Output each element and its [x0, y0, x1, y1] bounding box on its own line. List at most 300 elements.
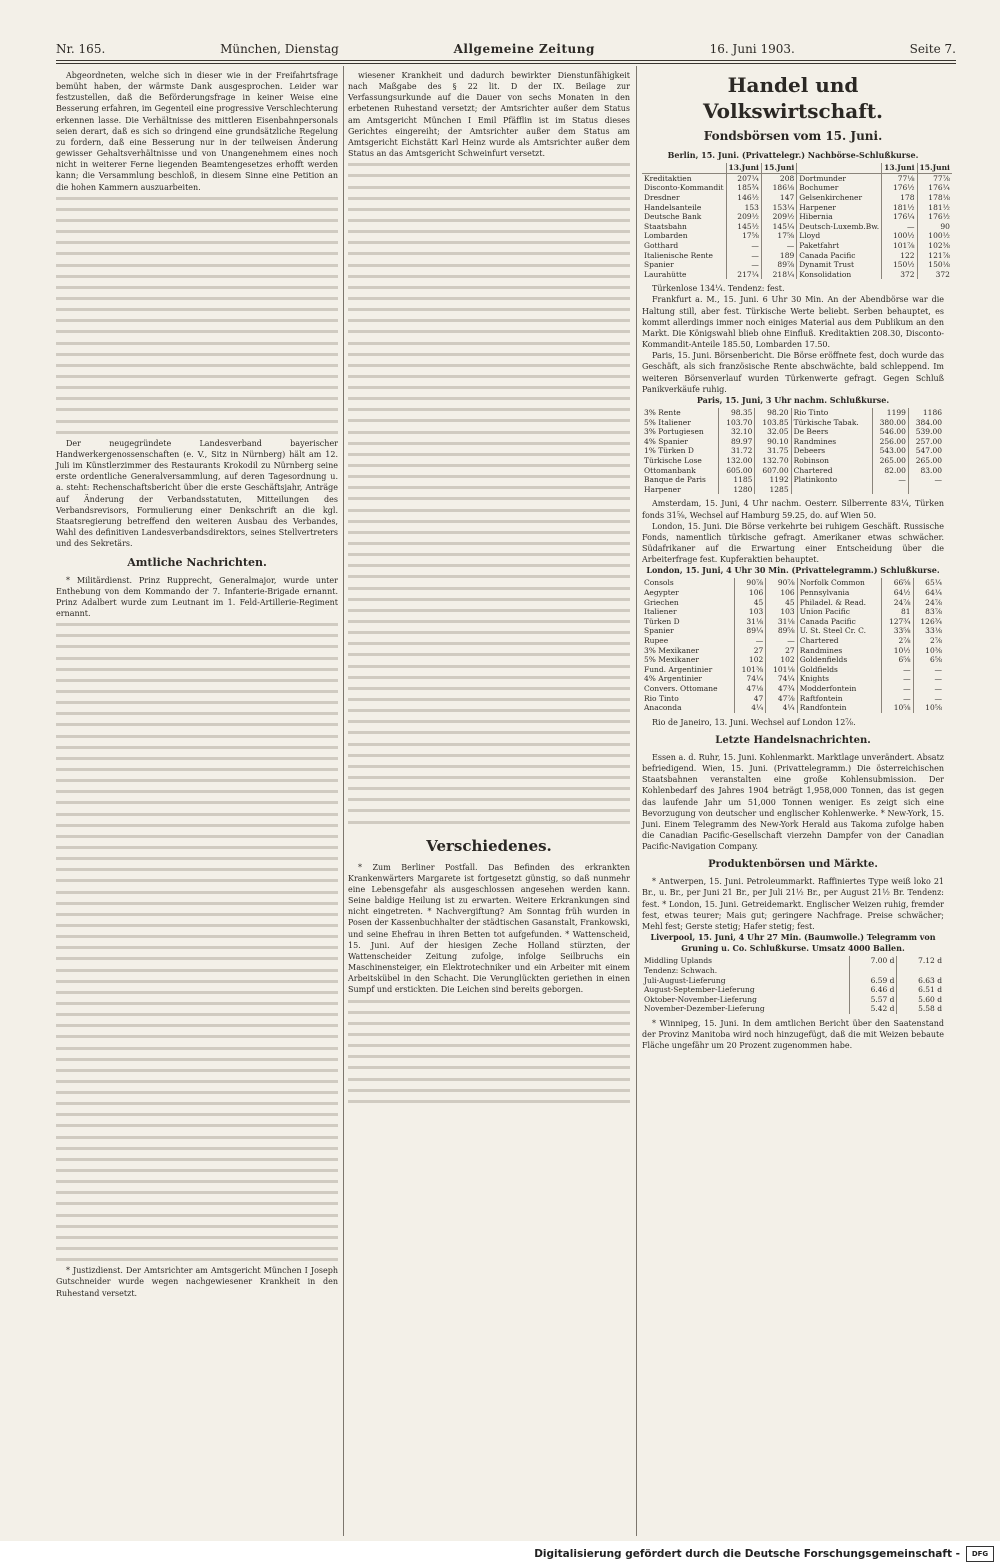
text-line — [56, 853, 338, 864]
text-line — [56, 809, 338, 820]
text-line — [348, 371, 630, 382]
text-line — [348, 360, 630, 371]
text-line — [56, 416, 338, 427]
table-cell: 4% Argentinier — [644, 674, 703, 684]
text-line — [348, 605, 630, 616]
text-line — [348, 761, 630, 772]
text-line — [56, 1076, 338, 1087]
liverpool-quotes-table — [642, 956, 944, 1014]
text-line — [348, 1018, 630, 1029]
article-text: Rio de Janeiro, 13. Juni. Wechsel auf London 12⅞. — [652, 717, 856, 727]
table-row — [642, 626, 944, 636]
table-cell: Staatsbahn — [644, 221, 687, 231]
text-line — [56, 708, 338, 719]
issue-number: Nr. 165. — [56, 42, 106, 56]
table-cell: Pennsylvania — [797, 588, 881, 598]
table-cell: Robinson — [791, 456, 872, 466]
table-cell: — — [726, 260, 761, 270]
table-cell: 31⅛ — [734, 617, 765, 627]
table-cell: 122 — [882, 251, 917, 261]
table-row — [642, 418, 944, 428]
table-cell: 74¼ — [766, 674, 797, 684]
table-cell: 178⅛ — [917, 193, 952, 203]
article-text: * Zum Berliner Postfall. Das Befinden des erkrankten Krankenwärters Margarete ist fortgesetzt günstig, so daß nunmehr eine Lebensgefahr als ausgeschlossen angesehen werden kann. Seine baldige Heilung ist zu erwarten. Weitere Erkrankungen sind nicht eingetreten. * Nachvergiftung? Am Sonntag früh wurden in Posen der Kassenbuchhalter der städtischen Gasanstalt, Frankowski, und seine Ehefrau in ihren Betten tot aufgefunden. * Wattenscheid, 15. Juni. Auf der hiesigen Zeche Holland stürzten, der Wattenscheider Zeitung zufolge, infolge Seilbruchs ein Maschinensteiger, ein Elektrotechniker und ein Arbeiter mit einem Arbeitskübel in den Schacht. Die Verunglückten geriethen in einen Sumpf und erstickten. Die Leichen sind bereits geborgen. — [348, 862, 630, 995]
table-cell: Dresdner — [644, 192, 680, 202]
text-line — [348, 638, 630, 649]
table-cell: 181½ — [917, 203, 952, 213]
table-row — [642, 173, 952, 183]
text-line — [56, 1210, 338, 1221]
text-line — [56, 653, 338, 664]
dfg-logo-icon: DFG — [966, 1546, 994, 1562]
text-line — [348, 661, 630, 672]
table-cell: — — [913, 674, 944, 684]
text-line — [56, 641, 338, 652]
table-cell: 3% Portugiesen — [644, 427, 704, 437]
column-3 — [642, 70, 950, 1535]
table-cell: — — [913, 694, 944, 704]
text-line — [348, 739, 630, 750]
table-cell: 1186 — [908, 408, 944, 418]
text-line — [56, 786, 338, 797]
text-line — [348, 182, 630, 193]
table-cell: 4¼ — [734, 703, 765, 713]
table-cell: Philadel. & Read. — [797, 598, 881, 608]
table-row — [642, 985, 944, 995]
table-cell: 33⅛ — [913, 626, 944, 636]
table-cell: Lloyd — [797, 231, 882, 241]
table-header-cell: 13.Juni — [882, 163, 917, 173]
text-line — [348, 404, 630, 415]
place-day: München, Dienstag — [220, 42, 339, 56]
table-header-cell: 15.Juni — [917, 163, 952, 173]
text-line — [348, 449, 630, 460]
text-line — [56, 1243, 338, 1254]
table-cell: 47⅞ — [766, 694, 797, 704]
table-cell: 126¾ — [913, 617, 944, 627]
article-text: Abgeordneten, welche sich in dieser wie in der Freifahrtsfrage bemüht haben, der wärmste Dank ausgesprochen. Leider war festzustellen, daß die Beförderungsfrage in keiner Weise eine Besserung erfahren, im Gegenteil eine progressive Verschlechterung erkennen lasse. Die Verhältnisse des mittleren Eisenbahnpersonals seien derart, daß es sich so dringend eine grundsätzliche Regelung zu fordern, daß eine Besserung nur in der teilweisen Änderung gewisser Gehaltsverhältnisse und von Unangenehmem eines noch nicht in weiterer Ferne liegenden Beamtengesetzes erhofft werden kann; die Versammlung beschloß, in diesem Sinne eine Petition an die hohen Kammern auszuarbeiten. — [56, 71, 338, 192]
table-cell: 100½ — [917, 231, 952, 241]
text-line — [56, 820, 338, 831]
article-text: Paris, 15. Juni. Börsenbericht. Die Börse eröffnete fest, doch wurde das Geschäft, als sich französische Rente abschwächte, bald schleppend. Im weiteren Börsenverlauf wurden Türkenwerte gefragt. Gegen Schluß Panikverkäufe ruhig. — [642, 351, 944, 394]
table-row — [642, 485, 944, 495]
article-text: wiesener Krankheit und dadurch bewirkter Dienstunfähigkeit nach Maßgabe des § 22 lit. D der IX. Beilage zur Verfassungsurkunde auf die Dauer von sechs Monaten in den erbetenen Ruhestand versetzt; der Amtsrichter außer dem Status am Amtsgericht München I Emil Pfäfflin ist im Status dieses Gerichtes eingereiht; der Amtsrichter außer dem Status am Amtsgericht Eichstätt Karl Heinz wurde als Amtsrichter außer dem Status an das Amtsgericht Schweinfurt versetzt. — [348, 71, 630, 159]
text-line — [56, 193, 338, 204]
table-cell: U. St. Steel Cr. C. — [797, 626, 881, 636]
table-row — [642, 270, 952, 280]
table-row — [642, 966, 944, 976]
table-cell: 32.05 — [755, 427, 791, 437]
table-row — [642, 203, 952, 213]
text-line — [348, 260, 630, 271]
table-cell: Anaconda — [644, 703, 682, 713]
text-line — [348, 349, 630, 360]
table-cell: 6.59 d — [849, 976, 897, 986]
table-cell: De Beers — [791, 427, 872, 437]
table-heading: London, 15. Juni, 4 Uhr 30 Min. (Privattelegramm.) Schlußkurse. — [646, 565, 940, 576]
table-cell: 102⅜ — [917, 241, 952, 251]
table-cell: Canada Pacific — [797, 617, 881, 627]
table-cell: Convers. Ottomane — [644, 683, 718, 693]
table-header-row — [642, 163, 952, 173]
text-line — [348, 215, 630, 226]
table-cell: Deutsche Bank — [644, 212, 702, 222]
text-line — [348, 1007, 630, 1018]
text-line — [348, 193, 630, 204]
table-cell: 372 — [917, 270, 952, 280]
text-line — [348, 338, 630, 349]
table-cell: Consols — [644, 578, 674, 588]
table-cell: Platinkonto — [791, 475, 872, 485]
text-line — [56, 686, 338, 697]
table-cell: 90⅞ — [734, 578, 765, 588]
table-cell: 150½ — [882, 260, 917, 270]
text-line — [56, 976, 338, 987]
table-cell: 106 — [766, 588, 797, 598]
paris-quotes-table — [642, 408, 944, 494]
table-cell: Banque de Paris — [644, 475, 706, 485]
table-cell: 145½ — [726, 222, 761, 232]
article-text: * Militärdienst. Prinz Rupprecht, Generalmajor, wurde unter Enthebung von dem Kommando der 7. Infanterie-Brigade ernannt. Prinz Adalbert wurde zum Leutnant im 1. Feld-Artillerie-Regiment ernannt. — [56, 575, 338, 618]
text-line — [348, 527, 630, 538]
table-cell: 207¼ — [726, 173, 761, 183]
table-cell: 81 — [882, 607, 913, 617]
table-cell: 547.00 — [908, 446, 944, 456]
table-cell: 17⅝ — [726, 231, 761, 241]
table-cell: 1192 — [755, 475, 791, 485]
table-cell: 101⅛ — [766, 665, 797, 675]
text-line — [348, 505, 630, 516]
table-row — [642, 193, 952, 203]
table-cell: 543.00 — [872, 446, 908, 456]
table-cell: 127¾ — [882, 617, 913, 627]
table-heading: Paris, 15. Juni, 3 Uhr nachm. Schlußkurse. — [696, 394, 890, 405]
table-row — [642, 598, 944, 608]
text-line — [348, 1074, 630, 1085]
table-cell: 132.70 — [755, 456, 791, 466]
table-row — [642, 655, 944, 665]
table-cell: Italienische Rente — [644, 250, 713, 260]
table-cell: Rio Tinto — [791, 408, 872, 418]
table-cell: 103.70 — [719, 418, 755, 428]
table-row — [642, 646, 944, 656]
table-row — [642, 408, 944, 418]
table-cell: 83⅞ — [913, 607, 944, 617]
text-line — [56, 1254, 338, 1265]
table-cell: 101⅞ — [882, 241, 917, 251]
article-text: Türkenlose 134¼. Tendenz: fest. — [652, 284, 785, 294]
table-cell: — — [882, 665, 913, 675]
table-cell: 218¼ — [761, 270, 796, 280]
footer-text: Digitalisierung gefördert durch die Deutsche Forschungsgemeinschaft - — [534, 1548, 960, 1560]
table-cell: Chartered — [797, 636, 881, 646]
text-line — [348, 538, 630, 549]
table-cell: Griechen — [644, 597, 679, 607]
table-cell: Juli-August-Lieferung — [644, 975, 726, 985]
table-cell: 145¼ — [761, 222, 796, 232]
table-cell: — — [913, 665, 944, 675]
table-cell — [849, 966, 897, 976]
table-cell: — — [913, 684, 944, 694]
table-cell: Dortmunder — [797, 173, 882, 183]
table-cell: 10⅝ — [882, 703, 913, 713]
text-line — [56, 898, 338, 909]
table-cell: 45 — [734, 598, 765, 608]
text-block — [56, 619, 338, 1265]
table-cell: Handelsanteile — [644, 202, 702, 212]
table-header-cell: 13.Juni — [726, 163, 761, 173]
section-title: Verschiedenes. — [426, 836, 552, 855]
table-cell: Kreditaktien — [644, 173, 692, 183]
text-line — [56, 1221, 338, 1232]
text-line — [348, 794, 630, 805]
text-line — [56, 619, 338, 630]
table-cell: 6⅝ — [882, 655, 913, 665]
table-cell: Spanier — [644, 626, 674, 636]
text-line — [56, 204, 338, 215]
table-cell: Dynamit Trust — [797, 260, 882, 270]
text-line — [348, 594, 630, 605]
table-cell: 607.00 — [755, 466, 791, 476]
section-title: Letzte Handelsnachrichten. — [715, 734, 871, 746]
text-line — [348, 271, 630, 282]
text-line — [348, 393, 630, 404]
table-cell: Knights — [797, 674, 881, 684]
text-line — [348, 1029, 630, 1040]
table-cell: Bochumer — [797, 183, 882, 193]
table-header-cell — [797, 163, 882, 173]
text-line — [56, 393, 338, 404]
text-line — [348, 326, 630, 337]
text-line — [56, 1043, 338, 1054]
text-line — [56, 215, 338, 226]
table-cell: 4¼ — [766, 703, 797, 713]
text-line — [348, 226, 630, 237]
article-text: Amsterdam, 15. Juni, 4 Uhr nachm. Oesterr. Silberrente 83¼, Türken fonds 31⅝, Wechsel auf Hamburg 59.25, do. auf Wien 50. — [642, 499, 944, 520]
table-cell: Middling Uplands — [644, 956, 712, 966]
text-line — [56, 315, 338, 326]
table-cell: Türken D — [644, 616, 680, 626]
section-title: Produktenbörsen und Märkte. — [708, 859, 878, 871]
text-line — [348, 772, 630, 783]
table-cell: 181½ — [882, 203, 917, 213]
table-cell: November-Dezember-Lieferung — [644, 1004, 765, 1014]
page-header — [56, 40, 956, 58]
text-line — [348, 382, 630, 393]
text-line — [348, 694, 630, 705]
table-cell: 186⅛ — [761, 183, 796, 193]
text-line — [348, 627, 630, 638]
table-cell: 6.51 d — [897, 985, 944, 995]
masthead: Allgemeine Zeitung — [453, 42, 595, 56]
article-text: Frankfurt a. M., 15. Juni. 6 Uhr 30 Min. An der Abendbörse war die Haltung still, aber fest. Türkische Werte beliebt. Serben behauptet, es kommt allerdings immer noch einiges Material aus dem Publikum an den Markt. Die Königswahl blieb ohne Einfluß. Kreditaktien 208.30, Disconto-Kommandit-Anteile 185.50, Lombarden 17.50. — [642, 295, 944, 350]
table-row — [642, 684, 944, 694]
table-row — [642, 607, 944, 617]
table-cell: Türkische Lose — [644, 455, 702, 465]
table-cell: 3% Rente — [644, 408, 681, 417]
text-line — [56, 753, 338, 764]
table-heading: Berlin, 15. Juni. (Privattelegr.) Nachbörse-Schlußkurse. — [667, 150, 919, 160]
table-cell: 6⅝ — [913, 655, 944, 665]
table-cell: 605.00 — [719, 466, 755, 476]
text-line — [56, 831, 338, 842]
column-1 — [56, 70, 338, 1535]
article-text: * Winnipeg, 15. Juni. In dem amtlichen Bericht über den Saatenstand der Provinz Manitoba wird noch hinzugefügt, daß die mit Weizen bebaute Fläche ungefähr um 20 Prozent zugenommen habe. — [642, 1018, 944, 1051]
page-number: Seite 7. — [909, 42, 956, 56]
table-cell: 2⅞ — [882, 636, 913, 646]
text-block — [348, 996, 630, 1107]
table-cell: Gelsenkirchener — [797, 193, 882, 203]
table-cell: 209½ — [761, 212, 796, 222]
table-cell: Spanier — [644, 260, 674, 270]
table-cell: 27 — [734, 646, 765, 656]
table-cell: Italiener — [644, 607, 677, 617]
table-row — [642, 674, 944, 684]
table-cell: 24⅞ — [882, 598, 913, 608]
text-line — [56, 1154, 338, 1165]
table-row — [642, 475, 944, 485]
header-rule-2 — [56, 63, 956, 64]
table-cell: Randmines — [797, 646, 881, 656]
table-cell: 47⅛ — [734, 684, 765, 694]
table-cell — [791, 485, 872, 495]
article-text: London, 15. Juni. Die Börse verkehrte bei ruhigem Geschäft. Russische Fonds, namentlich türkische gefragt. Amerikaner etwas schwächer. Südafrikaner auf die Erwartung einer Entscheidung über die Arbeiterfrage fest. Kupferaktien behauptet. — [642, 521, 944, 565]
table-row — [642, 222, 952, 232]
table-cell: 1285 — [755, 485, 791, 495]
text-line — [56, 1054, 338, 1065]
table-cell: 90 — [917, 222, 952, 232]
table-cell: 6.63 d — [897, 976, 944, 986]
text-line — [348, 1085, 630, 1096]
text-line — [348, 750, 630, 761]
table-cell: Aegypter — [644, 588, 679, 598]
text-line — [56, 1165, 338, 1176]
text-line — [348, 672, 630, 683]
text-line — [56, 1031, 338, 1042]
table-cell: 102 — [766, 655, 797, 665]
table-cell: 27 — [766, 646, 797, 656]
text-line — [56, 1087, 338, 1098]
table-cell: 98.20 — [755, 408, 791, 418]
table-cell: 3% Mexikaner — [644, 645, 699, 655]
table-cell: 176½ — [917, 212, 952, 222]
table-cell: 1280 — [719, 485, 755, 495]
table-cell: 103 — [766, 607, 797, 617]
table-cell: 121⅞ — [917, 251, 952, 261]
table-cell: 89¼ — [734, 626, 765, 636]
text-line — [56, 1065, 338, 1076]
issue-date: 16. Juni 1903. — [709, 42, 795, 56]
text-line — [348, 783, 630, 794]
text-line — [56, 371, 338, 382]
table-cell: 64¼ — [913, 588, 944, 598]
table-cell: 31⅛ — [766, 617, 797, 627]
text-line — [56, 1020, 338, 1031]
text-line — [348, 716, 630, 727]
table-cell: 101⅜ — [734, 665, 765, 675]
table-cell: — — [726, 251, 761, 261]
table-row — [642, 588, 944, 598]
table-cell: — — [766, 636, 797, 646]
table-cell: Hibernia — [797, 212, 882, 222]
table-cell: Lombarden — [644, 231, 688, 241]
table-cell: Raftfontein — [797, 694, 881, 704]
text-line — [56, 349, 338, 360]
table-cell: 7.00 d — [849, 956, 897, 966]
table-cell: 17⅝ — [761, 231, 796, 241]
table-row — [642, 578, 944, 588]
table-cell: Fund. Argentinier — [644, 664, 713, 674]
text-line — [348, 571, 630, 582]
table-cell: 103.85 — [755, 418, 791, 428]
text-line — [348, 427, 630, 438]
text-line — [56, 942, 338, 953]
text-line — [56, 338, 338, 349]
table-cell: 176¼ — [882, 212, 917, 222]
table-cell: 10⅜ — [913, 646, 944, 656]
text-line — [56, 1187, 338, 1198]
table-cell: Canada Pacific — [797, 251, 882, 261]
table-cell: 150⅛ — [917, 260, 952, 270]
text-line — [56, 237, 338, 248]
text-line — [56, 719, 338, 730]
table-cell: Chartered — [791, 466, 872, 476]
table-cell: 106 — [734, 588, 765, 598]
table-cell: — — [908, 475, 944, 485]
text-line — [56, 965, 338, 976]
table-row — [642, 466, 944, 476]
text-line — [348, 159, 630, 170]
table-cell — [908, 485, 944, 495]
table-cell: 189 — [761, 251, 796, 261]
table-cell: Rupee — [644, 636, 669, 645]
table-cell: 7.12 d — [897, 956, 944, 966]
table-cell: Harpener — [644, 484, 681, 494]
table-cell: 265.00 — [908, 456, 944, 466]
table-row — [642, 976, 944, 986]
table-cell: — — [726, 241, 761, 251]
table-cell: 185¾ — [726, 183, 761, 193]
text-line — [56, 1120, 338, 1131]
table-cell: 31.75 — [755, 446, 791, 456]
text-line — [56, 427, 338, 438]
table-cell: 64½ — [882, 588, 913, 598]
text-line — [56, 1109, 338, 1120]
table-cell: 4% Spanier — [644, 436, 688, 446]
table-cell: 10½ — [882, 646, 913, 656]
article-text: Der neugegründete Landesverband bayerischer Handwerkergenossenschaften (e. V., Sitz in Nürnberg) hält am 12. Juli im Künstlerzimmer des Restaurants Krokodil zu Nürnberg seine erste ordentliche Generalversammlung, auf deren Tagesordnung u. a. steht: Rechenschaftsbericht über die erste Geschäftsjahr, Anträge auf Änderung der Verbandsstatuten, Mitteilungen des Verbandsrevisors, Formulierung einer Denkschrift an die kgl. Staatsregierung betreffend den weiteren Ausbau des Verbandes, Wahl des definitiven Landesverbandsdirektors, seines Stellvertreters und des Sekretärs. — [56, 438, 338, 549]
table-cell: — — [882, 674, 913, 684]
table-row — [642, 665, 944, 675]
text-line — [348, 482, 630, 493]
text-line — [348, 204, 630, 215]
text-line — [348, 817, 630, 828]
text-line — [56, 1232, 338, 1243]
table-cell: 178 — [882, 193, 917, 203]
text-line — [348, 471, 630, 482]
digitization-footer — [0, 1541, 1000, 1567]
text-block — [56, 193, 338, 438]
table-cell: Goldenfields — [797, 655, 881, 665]
table-cell: 77⅞ — [917, 173, 952, 183]
column-divider — [636, 66, 637, 1536]
text-line — [348, 248, 630, 259]
text-line — [56, 1176, 338, 1187]
text-line — [348, 549, 630, 560]
table-cell: 77⅛ — [882, 173, 917, 183]
table-heading: Liverpool, 15. Juni, 4 Uhr 27 Min. (Baumwolle.) Telegramm von Gruning u. Co. Schlußkurse. Umsatz 4000 Ballen. — [650, 932, 936, 954]
table-row — [642, 212, 952, 222]
